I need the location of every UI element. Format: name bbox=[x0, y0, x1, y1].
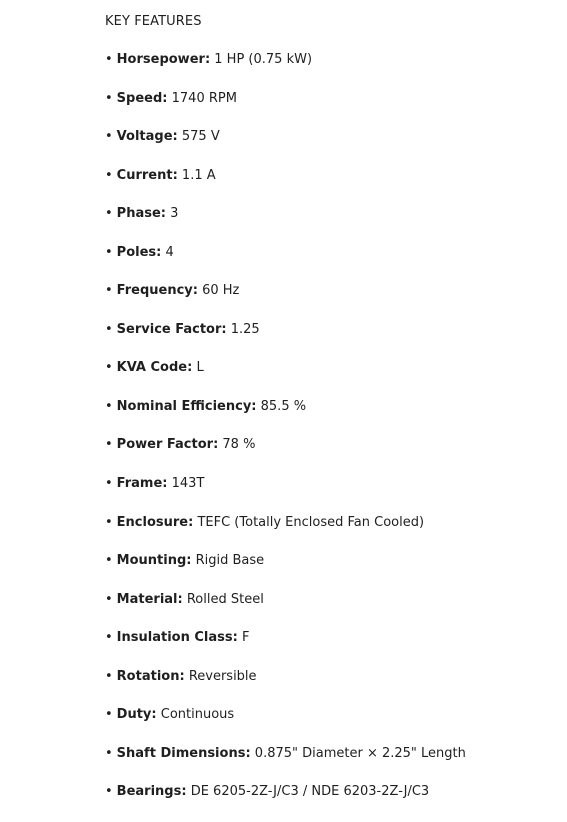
feature-item-horsepower bbox=[105, 51, 545, 69]
feature-value: 575 V bbox=[181, 129, 220, 145]
feature-label: Material bbox=[116, 591, 178, 607]
label-separator: : bbox=[188, 514, 194, 530]
feature-value: Reversible bbox=[188, 668, 257, 684]
feature-item-frame bbox=[105, 475, 545, 493]
bullet: • bbox=[105, 745, 113, 761]
label-separator: : bbox=[162, 90, 168, 106]
bullet: • bbox=[105, 167, 113, 183]
label-separator: : bbox=[232, 630, 238, 646]
feature-item-kva-code bbox=[105, 359, 545, 377]
feature-value: Continuous bbox=[160, 707, 235, 723]
feature-label: Duty bbox=[116, 707, 152, 723]
label-separator: : bbox=[245, 745, 251, 761]
bullet: • bbox=[105, 553, 113, 569]
feature-label: Bearings bbox=[116, 784, 182, 800]
label-separator: : bbox=[162, 476, 168, 492]
label-separator: : bbox=[177, 591, 183, 607]
feature-value: DE 6205-2Z-J/C3 / NDE 6203-2Z-J/C3 bbox=[190, 784, 430, 800]
feature-item-mounting bbox=[105, 552, 545, 570]
bullet: • bbox=[105, 784, 113, 800]
feature-item-bearings bbox=[105, 783, 545, 801]
feature-label: Power Factor bbox=[116, 437, 214, 453]
feature-value: F bbox=[241, 630, 250, 646]
feature-label: Enclosure bbox=[116, 514, 189, 530]
label-separator: : bbox=[187, 360, 193, 376]
feature-value: 1740 RPM bbox=[171, 90, 237, 106]
label-separator: : bbox=[179, 668, 185, 684]
bullet: • bbox=[105, 360, 113, 376]
feature-label: Frame bbox=[116, 476, 163, 492]
feature-item-current bbox=[105, 167, 545, 185]
feature-item-enclosure bbox=[105, 514, 545, 532]
feature-label: Horsepower bbox=[116, 52, 205, 67]
feature-item-nominal-efficiency bbox=[105, 398, 545, 416]
label-separator: : bbox=[172, 167, 178, 183]
label-separator: : bbox=[221, 321, 227, 337]
feature-label: Insulation Class bbox=[116, 630, 233, 646]
label-separator: : bbox=[181, 784, 187, 800]
label-separator: : bbox=[204, 52, 211, 67]
feature-value: L bbox=[196, 360, 204, 376]
feature-value: 1 HP (0.75 kW) bbox=[214, 52, 313, 67]
label-separator: : bbox=[192, 283, 198, 299]
label-separator: : bbox=[151, 707, 157, 723]
feature-item-shaft-dimensions bbox=[105, 745, 545, 763]
feature-item-voltage bbox=[105, 128, 545, 146]
feature-label: Phase bbox=[116, 206, 161, 222]
feature-label: Rotation bbox=[116, 668, 180, 684]
feature-item-material bbox=[105, 591, 545, 609]
feature-value: TEFC (Totally Enclosed Fan Cooled) bbox=[197, 514, 425, 530]
feature-value: Rigid Base bbox=[195, 553, 265, 569]
feature-label: KVA Code bbox=[116, 360, 188, 376]
feature-label: Nominal Efficiency bbox=[116, 398, 252, 414]
feature-item-phase bbox=[105, 205, 545, 223]
feature-label: Poles bbox=[116, 244, 157, 260]
feature-value: 3 bbox=[170, 206, 179, 222]
feature-value: 60 Hz bbox=[202, 283, 240, 299]
feature-item-duty bbox=[105, 706, 545, 724]
feature-label: Service Factor bbox=[116, 321, 222, 337]
label-separator: : bbox=[251, 398, 257, 414]
bullet: • bbox=[105, 206, 113, 222]
feature-value: 1.25 bbox=[230, 321, 260, 337]
label-separator: : bbox=[213, 437, 219, 453]
bullet: • bbox=[105, 244, 113, 260]
feature-value: 143T bbox=[171, 476, 205, 492]
label-separator: : bbox=[156, 244, 162, 260]
feature-label: Mounting bbox=[116, 553, 187, 569]
bullet: • bbox=[105, 514, 113, 530]
feature-item-poles bbox=[105, 244, 545, 262]
bullet: • bbox=[105, 476, 113, 492]
feature-item-power-factor bbox=[105, 436, 545, 454]
label-separator: : bbox=[160, 206, 166, 222]
section-heading: KEY FEATURES bbox=[105, 14, 202, 29]
feature-item-service-factor bbox=[105, 321, 545, 339]
feature-item-insulation-class bbox=[105, 629, 545, 647]
bullet: • bbox=[105, 129, 113, 145]
feature-label: Speed bbox=[116, 90, 163, 106]
bullet: • bbox=[105, 283, 113, 299]
feature-label: Current bbox=[116, 167, 173, 183]
feature-item-speed bbox=[105, 90, 545, 108]
bullet: • bbox=[105, 668, 113, 684]
bullet: • bbox=[105, 630, 113, 646]
key-features-section bbox=[105, 13, 545, 822]
feature-value: 0.875" Diameter × 2.25" Length bbox=[254, 745, 466, 761]
feature-value: 78 % bbox=[222, 437, 256, 453]
bullet: • bbox=[105, 398, 113, 414]
label-separator: : bbox=[172, 129, 178, 145]
feature-value: 85.5 % bbox=[260, 398, 307, 414]
bullet: • bbox=[105, 52, 113, 67]
bullet: • bbox=[105, 321, 113, 337]
bullet: • bbox=[105, 90, 113, 106]
feature-item-rotation bbox=[105, 668, 545, 686]
feature-label: Voltage bbox=[116, 129, 173, 145]
feature-label: Frequency bbox=[116, 283, 193, 299]
feature-value: 1.1 A bbox=[181, 167, 216, 183]
feature-label: Shaft Dimensions bbox=[116, 745, 246, 761]
bullet: • bbox=[105, 707, 113, 723]
feature-item-frequency bbox=[105, 282, 545, 300]
label-separator: : bbox=[186, 553, 192, 569]
bullet: • bbox=[105, 591, 113, 607]
feature-value: 4 bbox=[165, 244, 174, 260]
bullet: • bbox=[105, 437, 113, 453]
feature-value: Rolled Steel bbox=[186, 591, 264, 607]
feature-list bbox=[105, 51, 545, 801]
